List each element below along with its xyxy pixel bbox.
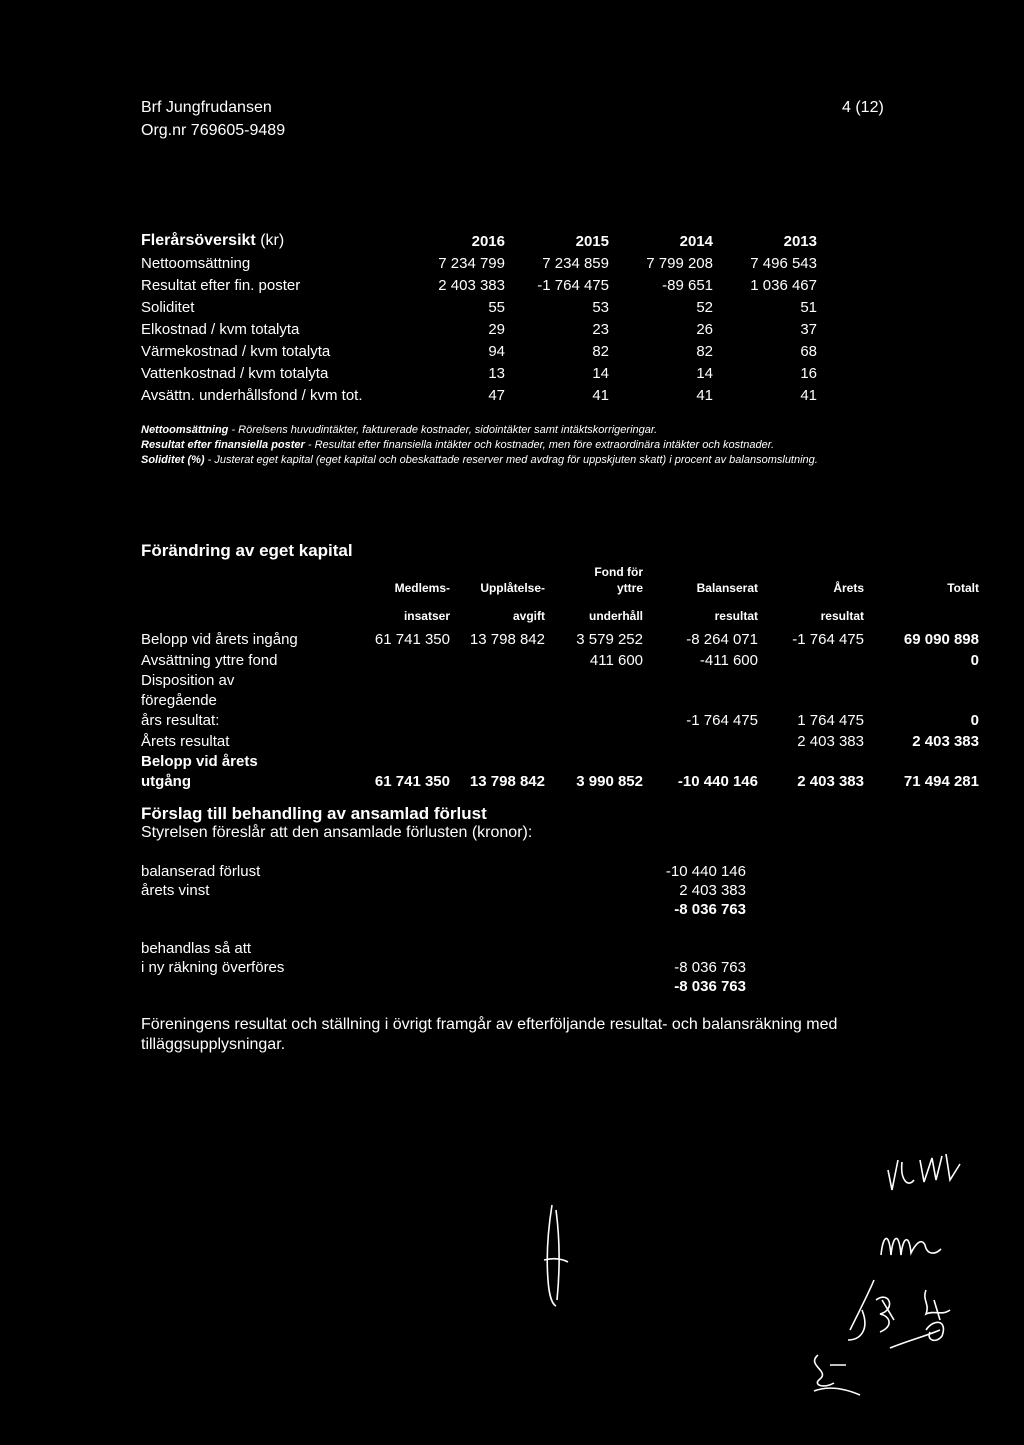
row-label: i ny räkning överföres <box>141 959 285 976</box>
page-number: 4 (12) <box>842 99 884 116</box>
definition-term: Resultat efter finansiella poster <box>141 439 305 451</box>
definition-text: - Resultat efter finansiella intäkter och kostnader, men före extraordinära intäkter och kostnader. <box>304 439 774 451</box>
col-header <box>864 563 979 579</box>
cell: 94 <box>488 342 505 360</box>
table-row <box>141 900 746 919</box>
cell: -411 600 <box>699 652 758 669</box>
cell: 3 579 252 <box>576 631 643 648</box>
multi-year-title-text: (kr) <box>260 232 285 249</box>
col-header <box>643 563 758 579</box>
table-row <box>141 318 817 340</box>
cell <box>450 731 545 752</box>
definitions <box>141 423 881 468</box>
proposal-treated-table <box>141 939 746 996</box>
cell: 41 <box>800 386 817 404</box>
cell: 16 <box>800 364 817 382</box>
cell: -1 764 475 <box>686 712 758 729</box>
cell: 0 <box>970 652 979 669</box>
cell: -1 764 475 <box>537 276 609 294</box>
table-row <box>141 623 979 650</box>
cell: -89 651 <box>662 276 713 294</box>
cell: 0 <box>970 712 979 729</box>
row-label: Avsättn. underhållsfond / kvm tot. <box>141 386 363 404</box>
col-header: insatser <box>403 609 450 623</box>
col-header <box>758 563 864 579</box>
year-2013: 2013 <box>783 232 817 250</box>
cell: 13 <box>488 364 505 382</box>
cell: -10 440 146 <box>677 773 758 790</box>
row-label: Värmekostnad / kvm totalyta <box>141 342 331 360</box>
cell: 61 741 350 <box>374 631 450 648</box>
col-header: avgift <box>512 609 545 623</box>
equity-table <box>141 563 979 792</box>
col-header <box>864 607 979 623</box>
row-label <box>141 900 471 919</box>
cell <box>545 731 643 752</box>
equity-header-mid <box>141 579 979 595</box>
col-header: underhåll <box>588 609 643 623</box>
signature-1 <box>530 1200 580 1310</box>
table-row <box>141 862 746 881</box>
table-row <box>141 340 817 362</box>
col-header <box>450 563 545 579</box>
multi-year-header-row <box>141 230 817 252</box>
cell: 23 <box>592 320 609 338</box>
table-row <box>141 752 979 792</box>
cell: -8 036 763 <box>674 959 746 976</box>
table-row <box>141 650 979 671</box>
proposal-subtitle: Styrelsen föreslår att den ansamlade förlusten (kronor): <box>141 824 533 841</box>
cell: 2 403 383 <box>797 733 864 750</box>
table-row <box>141 252 817 274</box>
cell: 13 798 842 <box>469 773 545 790</box>
cell <box>450 650 545 671</box>
cell: 26 <box>696 320 713 338</box>
cell: 13 798 842 <box>469 631 545 648</box>
signature-3 <box>875 1215 955 1265</box>
cell: -8 264 071 <box>686 631 758 648</box>
row-label: Elkostnad / kvm totalyta <box>141 320 300 338</box>
definition-text: - Justerat eget kapital (eget kapital och obeskattade reserver med avdrag för uppskjuten skatt) i procent av balansomslutning. <box>204 454 818 466</box>
cell: 29 <box>488 320 505 338</box>
cell: 53 <box>592 298 609 316</box>
row-label: Disposition av föregående års resultat: <box>141 672 235 729</box>
equity-header-bot <box>141 607 979 623</box>
year-2016: 2016 <box>471 232 505 250</box>
cell: -8 036 763 <box>674 978 746 995</box>
cell <box>346 731 450 752</box>
cell: 52 <box>696 298 713 316</box>
cell: 41 <box>592 386 609 404</box>
row-label: behandlas så att <box>141 940 252 957</box>
table-row <box>141 274 817 296</box>
col-header: Balanserat <box>696 581 758 595</box>
definition <box>141 423 881 438</box>
cell: 47 <box>488 386 505 404</box>
multi-year-title: Flerårsöversikt (kr) <box>141 232 285 249</box>
cell: 7 799 208 <box>646 254 713 272</box>
cell: 2 403 383 <box>438 276 505 294</box>
cell <box>450 671 545 731</box>
cell: 55 <box>488 298 505 316</box>
row-label: årets vinst <box>141 882 210 899</box>
signature-2 <box>880 1140 970 1200</box>
col-header <box>346 563 450 579</box>
cell: 37 <box>800 320 817 338</box>
equity-header-top <box>141 563 979 579</box>
cell <box>346 650 450 671</box>
table-row <box>141 384 817 406</box>
table-row <box>141 939 746 958</box>
year-2014: 2014 <box>679 232 713 250</box>
table-row <box>141 958 746 977</box>
org-name: Brf Jungfrudansen <box>141 99 272 116</box>
table-row <box>141 731 979 752</box>
col-header: Totalt <box>947 581 979 595</box>
cell <box>346 671 450 731</box>
col-header: resultat <box>714 609 758 623</box>
cell: -1 764 475 <box>792 631 864 648</box>
row-label: Avsättning yttre fond <box>141 652 278 669</box>
col-header: Upplåtelse- <box>480 581 545 595</box>
row-label: Vattenkostnad / kvm totalyta <box>141 364 329 382</box>
definition <box>141 438 881 453</box>
row-label: Soliditet <box>141 298 195 316</box>
cell: 411 600 <box>589 652 643 669</box>
col-header: resultat <box>820 609 864 623</box>
org-number: Org.nr 769605-9489 <box>141 122 286 139</box>
cell: 14 <box>696 364 713 382</box>
cell: 2 403 383 <box>912 733 979 750</box>
cell: 1 764 475 <box>797 712 864 729</box>
row-label: Resultat efter fin. poster <box>141 276 301 294</box>
col-header: Medlems- <box>394 581 450 595</box>
cell: 68 <box>800 342 817 360</box>
col-header: Årets <box>833 581 864 595</box>
cell: 7 496 543 <box>750 254 817 272</box>
row-label: Årets resultat <box>141 733 230 750</box>
cell <box>758 650 864 671</box>
cell: 51 <box>800 298 817 316</box>
row-label: Nettoomsättning <box>141 254 251 272</box>
table-row <box>141 296 817 318</box>
cell: -10 440 146 <box>665 863 746 880</box>
cell: 82 <box>696 342 713 360</box>
definition-text: - Rörelsens huvudintäkter, fakturerade kostnader, sidointäkter samt intäktskorrigeringar. <box>228 424 658 436</box>
cell <box>545 671 643 731</box>
closing-text: Föreningens resultat och ställning i övrigt framgår av efterföljande resultat- och balansräkning med tilläggsupplysningar. <box>141 1016 838 1053</box>
cell: 2 403 383 <box>679 882 746 899</box>
proposal-title: Förslag till behandling av ansamlad förlust <box>141 804 487 823</box>
cell: 71 494 281 <box>903 773 979 790</box>
cell: 3 990 852 <box>576 773 643 790</box>
cell: 41 <box>696 386 713 404</box>
row-label <box>141 977 471 996</box>
signature-5 <box>800 1345 870 1405</box>
definition-term: Nettoomsättning <box>141 424 229 436</box>
table-row <box>141 881 746 900</box>
cell: 69 090 898 <box>903 631 979 648</box>
row-label: Belopp vid årets ingång <box>141 631 298 648</box>
multi-year-table <box>141 230 817 406</box>
cell: 2 403 383 <box>797 773 864 790</box>
row-label: balanserad förlust <box>141 863 261 880</box>
col-header: Fond för <box>594 565 643 579</box>
cell: 82 <box>592 342 609 360</box>
year-2015: 2015 <box>575 232 609 250</box>
cell: -8 036 763 <box>674 901 746 918</box>
cell: 1 036 467 <box>750 276 817 294</box>
table-row <box>141 671 979 731</box>
table-row <box>141 977 746 996</box>
cell: 7 234 799 <box>438 254 505 272</box>
definition <box>141 453 881 468</box>
cell <box>643 731 758 752</box>
table-row <box>141 362 817 384</box>
cell: 7 234 859 <box>542 254 609 272</box>
cell: 61 741 350 <box>374 773 450 790</box>
cell: 14 <box>592 364 609 382</box>
col-header: yttre <box>616 581 643 595</box>
row-label: Belopp vid årets utgång <box>141 753 258 790</box>
proposal-table <box>141 862 746 919</box>
definition-term: Soliditet (%) <box>141 454 205 466</box>
equity-title: Förändring av eget kapital <box>141 541 353 560</box>
